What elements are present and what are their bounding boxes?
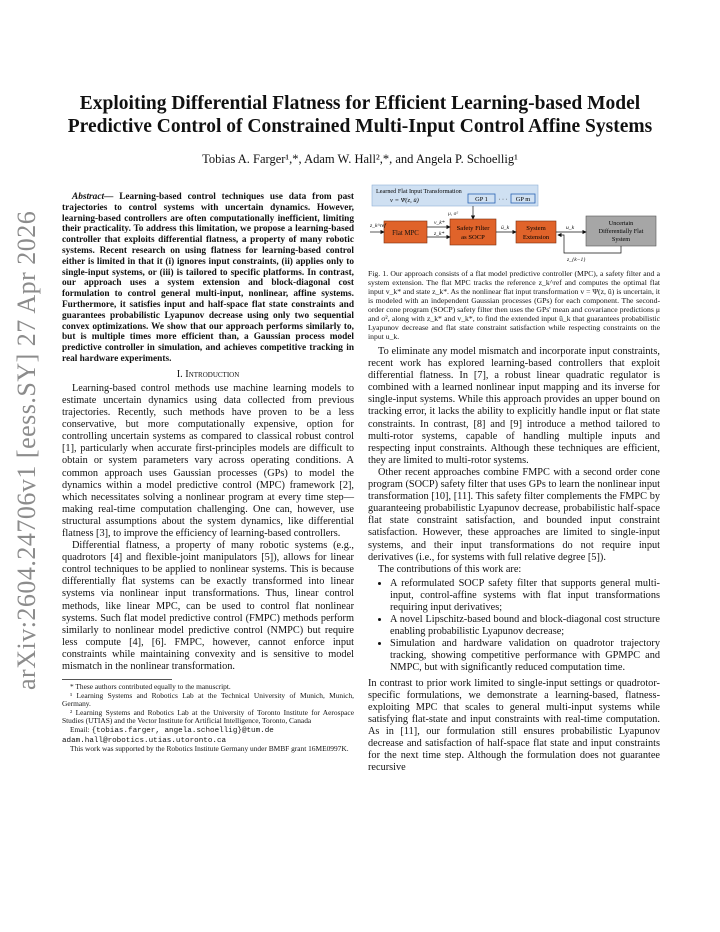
paragraph: Differential flatness, a property of many robotic systems (e.g., quadrotors [4] and flexible-joint manipulators [5]), allows for linear control techniques to be applied to nonlinear systems. This is because differentially flat systems can be exactly transformed into linear systems via nonlinear input transformations. Thus, linear control methods, like linear MPC, can be used to control flat nonlinear systems. Such flat model predictive control (FMPC) methods perform similarly to nonlinear model predictive control (NMPC) but require less compute [4], [6]. FMPC, however, cannot enforce input constraints while maintaining convexity and is sensitive to model mismatch in the nonlinear transformation. [62,540,354,672]
footnote: This work was supported by the Robotics Institute Germany under BMBF grant 16ME0997K. [70,744,349,754]
paragraph: In contrast to prior work limited to single-input settings or quadrotor-specific formulations, we demonstrate a learning-based, flatness-exploiting MPC that scales to general multi-input systems while satisfying flat-state and input constraints with real-time computation. As in [11], our formulation still ensures probabilistic Lyapunov decrease and satisfaction of half-space flat state and input constraints for the next time step. Although the formulation does not guarantee recursive [368,677,660,774]
paragraph: Other recent approaches combine FMPC with a second order cone program (SOCP) safety filter that uses GPs to learn the nonlinear input transformation [10], [11]. This safety filter complements the FMPC by guaranteeing probabilistic Lyapunov decrease, probabilistic half-space flat state constraint satisfaction, and bounded input constraint satisfaction. However, these approaches are limited to single-input systems, and their input transformations do not require input derivatives (i.e., for systems with full relative degree [5]). [368,466,660,563]
uncertain-system-label: Uncertain [608,220,634,227]
z-star-label: z_k* [434,231,445,237]
arxiv-watermark: arXiv:2604.24706v1 [eess.SY] 27 Apr 2026 [12,210,41,690]
list-item: • A novel Lipschitz-based bound and block-diagonal cost structure enabling probabilistic Lyapunov decrease; [390,614,660,638]
gp-dots: · · · [498,197,508,203]
block-diagram [368,183,660,263]
gp-panel-equation: v = Ψ(z, ū) [390,197,419,204]
section-heading-introduction: I. Introduction [176,368,240,380]
list-item: • Simulation and hardware validation on quadrotor trajectory tracking, showing competitive performance with GPMPC and NMPC, but with significantly reduced computation time. [390,638,660,674]
u-bar-label: ū_k [501,225,510,231]
figure-caption: Fig. 1. Our approach consists of a flat model predictive controller (MPC), a safety filter and a system extension. The flat MPC tracks the reference z_k^ref and computes the optimal flat input v_k* and state z_k*. As the nonlinear flat input transformation v = Ψ(z, ū) is uncertain, it is modeled with an independent Gaussian processes (GPs) for each component. The second-order cone program (SOCP) safety filter then uses the GPs' mean and covariance predictions μ and σ², along with z_k* and v_k*, to find the extended input ū_k that guarantees probabilistic Lyapunov decrease and flat state constraint satisfaction while respecting constraints on the input u_k. [368,269,660,341]
email-address[interactable]: adam.hall@robotics.utias.utoronto.ca [62,736,227,745]
footnote: ¹ Learning Systems and Robotics Lab at the Technical University of Munich, Munich, Germany. [62,690,354,709]
abstract [62,192,354,365]
paragraph: The contributions of this work are: [378,563,522,575]
uncertain-system-label: Differentially Flat [598,228,644,235]
footnote: ² Learning Systems and Robotics Lab at the University of Toronto Institute for Aerospace Studies (UTIAS) and the Vector Institute for Artificial Intelligence, Toronto, Canada [62,707,354,726]
contribution-list [368,578,660,675]
u-k-label: u_k [566,225,575,231]
email-address[interactable]: {tobias.farger, angela.schoellig}@tum.de [91,727,274,736]
gp-1-label: GP 1 [475,196,488,203]
safety-filter-label: as SOCP [461,234,485,241]
paragraph: To eliminate any model mismatch and incorporate input constraints, recent work has explored learning-based controllers that exploit differential flatness. In [7], a robust linear quadratic regulator is combined with a learned nonlinear input mapping and its inverse for single-input systems. While this approach provides an upper bound on tracking error, it lacks the ability to explicitly handle input or flat state constraints. In contrast, [8] and [9] introduce a method tailored to multi-rotor systems, capable of handling multiple inputs and respecting input constraints. Although these techniques are efficient, they are limited to multi-rotor systems. [368,346,660,466]
mu-sigma-label: μ, σ² [448,211,459,217]
paragraph: Learning-based control methods use machine learning models to estimate uncertain dynamics using data collected from previous trajectories. Recently, such methods have proven to be a less conservative, but more computationally expensive, option for controlling uncertain systems as compared to classical robust control [1], particularly when accurate first-principles models are difficult to obtain or system parameters vary across operating conditions. A common approach uses Gaussian processes (GPs) to model the dynamics within a model predictive control (MPC) framework [2], which necessitates solving a nonlinear program at every time step—making real-time computation challenging. One can, however, use structural assumptions about the system dynamics, like differential flatness [3], to improve the efficiency of learning-based controllers. [62,382,354,539]
paper-title: Exploiting Differential Flatness for Efficient Learning-based Model Predictive Control of Constrained Multi-Input Control Affine Systems [67,93,653,137]
flat-mpc-label: Flat MPC [392,230,419,237]
gp-m-label: GP m [515,196,531,203]
z-ref-label: z_k^ref [370,223,386,229]
right-column [368,183,660,774]
email-label: Email: [70,725,92,735]
author-list: Tobias A. Farger¹,*, Adam W. Hall²,*, and Angela P. Schoellig¹ [202,152,518,166]
z-km1-label: z_{k−1} [567,257,586,263]
uncertain-system-label: System [611,236,631,243]
footnote: * These authors contributed equally to the manuscript. [70,682,231,692]
footnote-rule [62,679,172,680]
figure-1 [368,183,660,263]
v-star-label: v_k* [434,220,445,226]
abstract-label: Abstract [72,192,105,202]
abstract-text: — Learning-based control techniques use data from past trajectories to control systems with uncertain dynamics. However, learning-based controllers are often computationally inefficient, limiting their practicality. To address this limitation, we propose a learning-based controller that exploits differential flatness, a property of many robotic systems. Recent research on using flatness for learning-based control either is limited in that it (i) ignores input constraints, (ii) applies only to single-input systems, or (iii) is tailored to specific platforms. In contrast, our approach uses a system extension and block-diagonal cost formulation to control general multi-input, nonlinear, affine systems. Furthermore, it satisfies input and half-space flat state constraints and guarantees probabilistic Lyapunov decrease using only two sequential convex optimizations. We show that our approach performs similarly to, but is multiple times more efficient than, a Gaussian process model predictive controller in simulation, and achieves competitive tracking in real hardware experiments. [62,192,354,364]
left-column [62,192,354,754]
safety-filter-block [450,219,496,245]
footnote-email [62,726,354,736]
list-item: • A reformulated SOCP safety filter that supports general multi-input, control-affine systems with flat input transformations requiring input derivatives; [390,578,660,614]
safety-filter-label: Safety Filter [456,225,490,232]
gp-panel-title: Learned Flat Input Transformation [376,188,462,195]
system-extension-label: Extension [522,234,550,241]
system-extension-label: System [526,225,546,232]
